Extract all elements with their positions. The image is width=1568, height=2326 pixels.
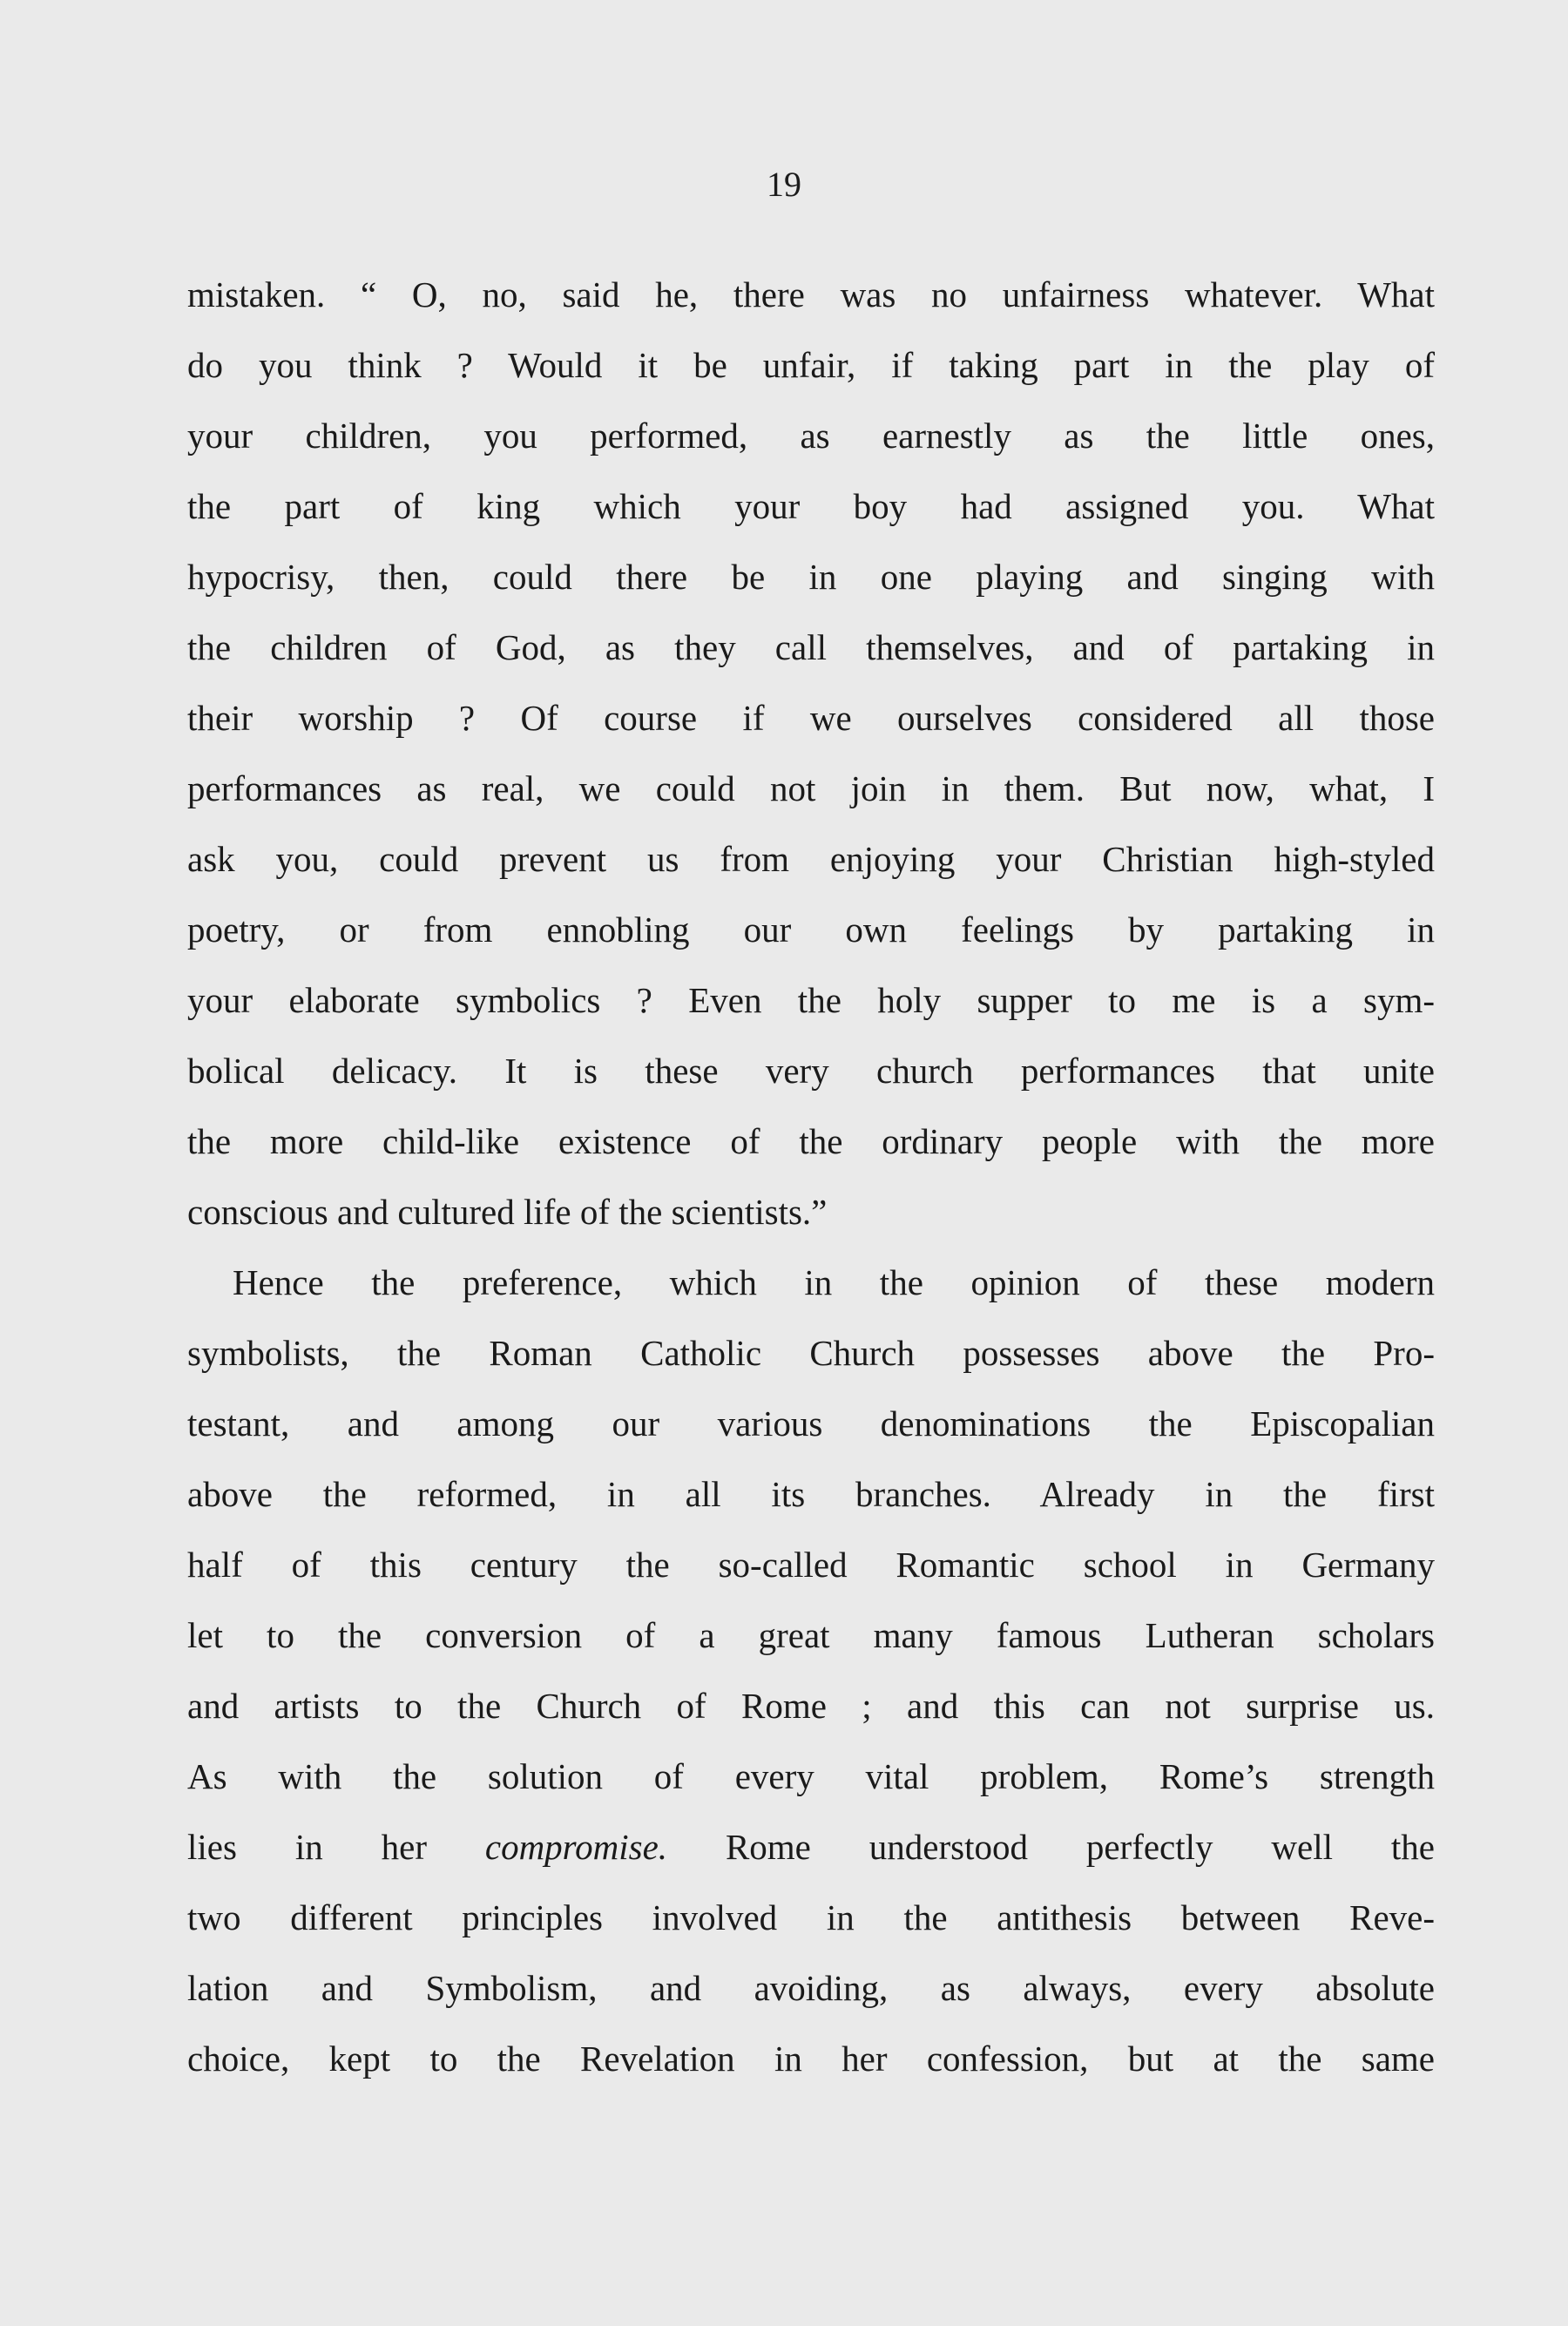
text-line: lation and Symbolism, and avoiding, as always, every absolute [187, 1968, 1435, 2008]
text-line: poetry, or from ennobling our own feelings by partaking in [187, 909, 1435, 950]
text-line: bolical delicacy. It is these very church performances that unite [187, 1051, 1435, 1091]
page-number: 19 [767, 165, 801, 204]
text-line: the children of God, as they call themselves, and of partaking in [187, 627, 1435, 667]
text-line: hypocrisy, then, could there be in one playing and singing with [187, 557, 1435, 597]
text-line: and artists to the Church of Rome ; and this can not surprise us. [187, 1686, 1435, 1726]
text-line: mistaken. “ O, no, said he, there was no unfairness whatever. What [187, 274, 1435, 314]
body-text [187, 260, 1435, 2094]
text-line: performances as real, we could not join in them. But now, what, I [187, 768, 1435, 808]
text-line: two different principles involved in the antithesis between Reve- [187, 1897, 1435, 1937]
text-line: your children, you performed, as earnestly as the little ones, [187, 416, 1435, 456]
text-line: your elaborate symbolics ? Even the holy supper to me is a sym- [187, 980, 1435, 1020]
text-line: testant, and among our various denominations the Episcopalian [187, 1403, 1435, 1444]
text-line: symbolists, the Roman Catholic Church possesses above the Pro- [187, 1333, 1435, 1373]
text-line: choice, kept to the Revelation in her confession, but at the same [187, 2039, 1435, 2079]
text-line: above the reformed, in all its branches. Already in the first [187, 1474, 1435, 1514]
text-line: half of this century the so-called Romantic school in Germany [187, 1545, 1435, 1585]
line-prefix: lies in her [187, 1827, 427, 1867]
text-line: their worship ? Of course if we ourselves considered all those [187, 698, 1435, 738]
text-line: As with the solution of every vital problem, Rome’s strength [187, 1756, 1435, 1796]
text-line: the part of king which your boy had assigned you. What [187, 486, 1435, 526]
text-line: the more child-like existence of the ordinary people with the more [187, 1121, 1435, 1161]
text-line: do you think ? Would it be unfair, if taking part in the play of [187, 345, 1435, 385]
line-suffix: Rome understood perfectly well the [725, 1827, 1436, 1867]
text-line: ask you, could prevent us from enjoying your Christian high-styled [187, 839, 1435, 879]
emphasis-word: compromise. [484, 1827, 668, 1867]
text-line: let to the conversion of a great many famous Lutheran scholars [187, 1615, 1435, 1655]
text-line-with-emphasis [187, 1812, 1435, 1883]
paragraph-start-line: Hence the preference, which in the opinion of these modern [233, 1262, 1435, 1302]
text-line: conscious and cultured life of the scientists.” [187, 1192, 828, 1232]
